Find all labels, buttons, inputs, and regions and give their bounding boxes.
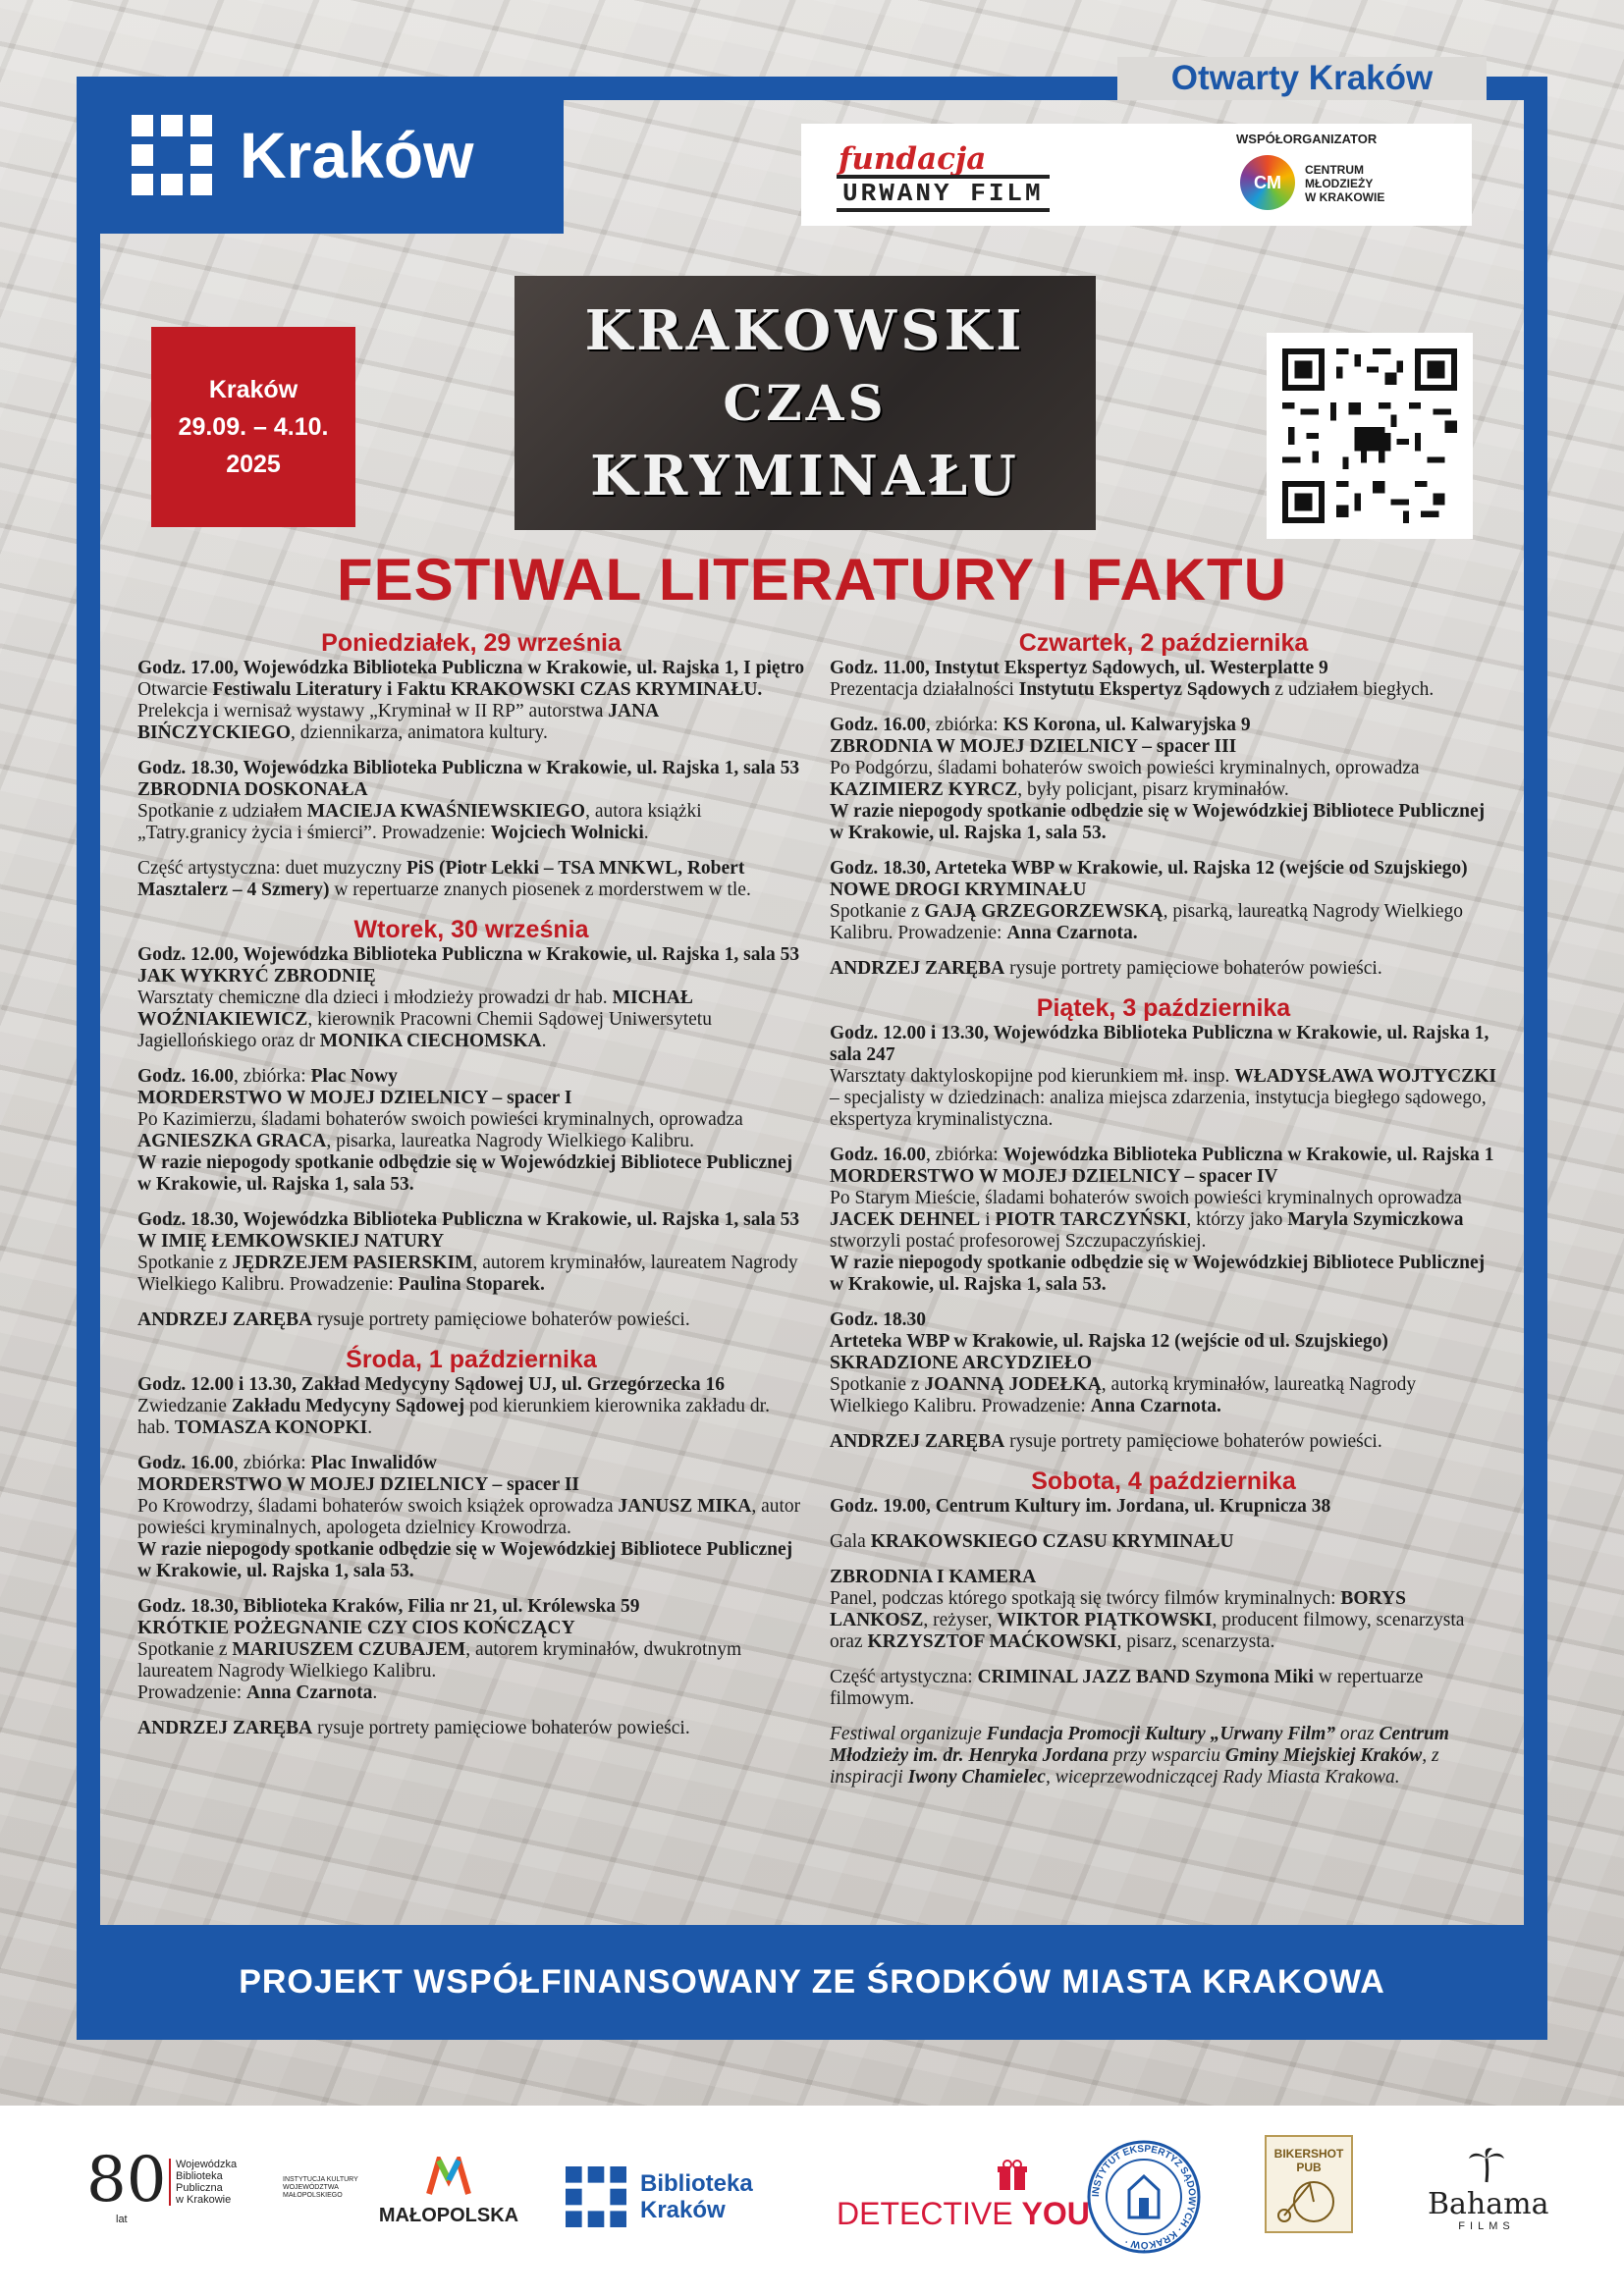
event-line bbox=[137, 1253, 805, 1296]
program-event bbox=[830, 958, 1497, 980]
coorganizer-label: WSPÓŁORGANIZATOR bbox=[1236, 132, 1378, 146]
penny-farthing-icon bbox=[1274, 2174, 1343, 2223]
event-text: . bbox=[643, 823, 649, 843]
event-text: W IMIĘ ŁEMKOWSKIEJ NATURY bbox=[137, 1231, 445, 1252]
title-line-2: CZAS bbox=[723, 373, 888, 432]
wbp-80-lat-logo: 80 lat Wojewódzka Biblioteka Publiczna w Krakowie INSTYTUCJA KULTURY WOJEWÓDZTWA MAŁOPOLSKIEGO bbox=[86, 2144, 358, 2225]
sponsor-logos-strip bbox=[0, 2106, 1624, 2296]
event-text: , którzy jako bbox=[1186, 1209, 1288, 1230]
event-text: , pisarz, scenarzysta. bbox=[1116, 1631, 1275, 1652]
event-text: z udziałem biegłych. bbox=[1270, 679, 1435, 700]
krakow-brand-box bbox=[77, 77, 564, 234]
event-text: W razie niepogody spotkanie odbędzie się w Wojewódzkiej Bibliotece Publicznej w Krakowie, ul. Rajska 1, sala 53. bbox=[137, 1539, 793, 1581]
event-text: ZBRODNIA I KAMERA bbox=[830, 1567, 1037, 1587]
program-event bbox=[137, 1374, 805, 1439]
event-text: JANUSZ MIKA bbox=[618, 1496, 752, 1517]
ies-seal-icon bbox=[1086, 2139, 1202, 2255]
day-heading: Środa, 1 października bbox=[346, 1346, 597, 1373]
event-text: Spotkanie z bbox=[137, 1639, 233, 1660]
event-line bbox=[137, 779, 805, 801]
event-text: ANDRZEJ ZARĘBA bbox=[137, 1309, 313, 1330]
event-text: stworzyli postać profesorowej Szczupaczyńskiej. bbox=[830, 1231, 1207, 1252]
event-text: JANA BIŃCZYCKIEGO bbox=[137, 701, 659, 743]
event-text: , zbiórka: bbox=[926, 1145, 1003, 1165]
event-text: Godz. 18.30, Arteteka WBP w Krakowie, ul. Rajska 12 (wejście od Szujskiego) bbox=[830, 858, 1468, 879]
event-line bbox=[137, 1618, 805, 1639]
event-text: Godz. 12.00, Wojewódzka Biblioteka Publiczna w Krakowie, ul. Rajska 1, sala 53 bbox=[137, 944, 800, 965]
event-text: Gminy Miejskiej Kraków bbox=[1224, 1745, 1423, 1766]
event-text: Warsztaty daktyloskopijne pod kierunkiem mł. insp. bbox=[830, 1066, 1235, 1087]
event-text: W razie niepogody spotkanie odbędzie się w Wojewódzkiej Bibliotece Publicznej w Krakowie, ul. Rajska 1, sala 53. bbox=[830, 1253, 1486, 1295]
event-text: W razie niepogody spotkanie odbędzie się w Wojewódzkiej Bibliotece Publicznej w Krakowie, ul. Rajska 1, sala 53. bbox=[137, 1152, 793, 1195]
title-line-3: KRYMINAŁU bbox=[590, 443, 1020, 508]
event-text: , autor powieści kryminalnych, apologeta dzielnicy Krowodrza. bbox=[137, 1496, 801, 1538]
event-line bbox=[830, 715, 1497, 736]
event-text: Anna Czarnota. bbox=[1090, 1396, 1221, 1416]
event-line bbox=[830, 1531, 1497, 1553]
event-line bbox=[830, 1374, 1497, 1417]
event-line bbox=[137, 1066, 805, 1088]
detective-you-logo: DETECTIVE YOU bbox=[837, 2196, 1090, 2232]
event-line bbox=[830, 801, 1497, 844]
event-text: , zbiórka: bbox=[926, 715, 1003, 735]
event-line bbox=[137, 858, 805, 901]
event-line bbox=[137, 966, 805, 988]
event-text: KS Korona, ul. Kalwaryjska 9 bbox=[1002, 715, 1251, 735]
event-text: JACEK DEHNEL bbox=[830, 1209, 981, 1230]
event-text: , producent filmowy, scenarzysta oraz bbox=[830, 1610, 1465, 1652]
partners-box bbox=[801, 124, 1472, 226]
event-text: BORYS LANKOSZ bbox=[830, 1588, 1406, 1630]
event-text: Godz. 12.00 i 13.30, Wojewódzka Biblioteka Publiczna w Krakowie, ul. Rajska 1, sala 247 bbox=[830, 1023, 1489, 1065]
instytut-ekspertyz-sadowych-logo bbox=[1086, 2139, 1202, 2260]
centrum-mlodziezy-name: CENTRUM MŁODZIEŻY W KRAKOWIE bbox=[1305, 163, 1385, 204]
event-text: , autorką kryminałów, laureatką Nagrody Wielkiego Kalibru. Prowadzenie: bbox=[830, 1374, 1417, 1416]
event-text: KAZIMIERZ KYRCZ bbox=[830, 779, 1018, 800]
event-text: , były policjant, pisarz kryminałów. bbox=[1017, 779, 1289, 800]
event-text: Godz. 11.00, Instytut Ekspertyz Sądowych, ul. Westerplatte 9 bbox=[830, 658, 1328, 678]
event-line bbox=[137, 1596, 805, 1618]
program-event bbox=[137, 1718, 805, 1739]
event-text: Otwarcie bbox=[137, 679, 213, 700]
event-line bbox=[830, 1145, 1497, 1166]
event-line bbox=[830, 901, 1497, 944]
program-event bbox=[137, 758, 805, 844]
event-text: AGNIESZKA GRACA bbox=[137, 1131, 327, 1151]
event-text: . bbox=[367, 1417, 373, 1438]
event-line bbox=[137, 801, 805, 844]
event-text: Godz. 18.30, Wojewódzka Biblioteka Publiczna w Krakowie, ul. Rajska 1, sala 53 bbox=[137, 1209, 800, 1230]
event-line bbox=[137, 1109, 805, 1152]
centrum-mlodziezy-logo-icon: CM bbox=[1240, 155, 1295, 210]
event-line bbox=[137, 1209, 805, 1231]
event-text: Festiwalu Literatury i Faktu KRAKOWSKI CZAS KRYMINAŁU. bbox=[212, 679, 763, 700]
svg-text:INSTYTUT EKSPERTYZ SĄDOWYCH ·: INSTYTUT EKSPERTYZ SĄDOWYCH · KRAKÓW · bbox=[1090, 2143, 1198, 2251]
event-line bbox=[830, 1496, 1497, 1518]
day-heading: Wtorek, 30 września bbox=[353, 916, 589, 943]
date-city: Kraków bbox=[208, 376, 298, 403]
event-text: ZBRODNIA DOSKONAŁA bbox=[137, 779, 368, 800]
event-line bbox=[830, 758, 1497, 801]
event-line bbox=[830, 1066, 1497, 1131]
event-line bbox=[137, 679, 805, 701]
event-text: , reżyser, bbox=[923, 1610, 998, 1630]
event-line bbox=[137, 1453, 805, 1474]
program-event bbox=[830, 1431, 1497, 1453]
event-text: Część artystyczna: bbox=[830, 1667, 978, 1687]
day-heading: Piątek, 3 października bbox=[1036, 994, 1291, 1022]
event-line bbox=[137, 1474, 805, 1496]
event-line bbox=[137, 658, 805, 679]
event-text: , autorem kryminałów, dwukrotnym laureatem Nagrody Wielkiego Kalibru. bbox=[137, 1639, 742, 1682]
event-text: KRZYSZTOF MAĆKOWSKI bbox=[867, 1631, 1117, 1652]
event-text: w repertuarze filmowym. bbox=[830, 1667, 1424, 1709]
qr-code-icon bbox=[1282, 348, 1457, 523]
program-event bbox=[137, 858, 805, 901]
event-text: Godz. 16.00 bbox=[137, 1453, 235, 1473]
event-text: WIKTOR PIĄTKOWSKI bbox=[997, 1610, 1213, 1630]
bikershot-pub-logo: BIKERSHOT PUB bbox=[1265, 2135, 1353, 2233]
biblioteka-krakow-icon bbox=[566, 2166, 626, 2227]
event-text: Arteteka WBP w Krakowie, ul. Rajska 12 (wejście od ul. Szujskiego) bbox=[830, 1331, 1388, 1352]
festival-headline: FESTIWAL LITERATURY I FAKTU bbox=[336, 547, 1288, 613]
event-text: przy wsparciu bbox=[1108, 1745, 1225, 1766]
event-line bbox=[137, 701, 805, 744]
event-text: Prelekcja i wernisaż wystawy „Kryminał w II RP” autorstwa bbox=[137, 701, 609, 721]
event-text: . bbox=[372, 1682, 378, 1703]
program-left-column bbox=[137, 624, 805, 1753]
event-text: Plac Nowy bbox=[310, 1066, 398, 1087]
event-text: CRIMINAL JAZZ BAND Szymona Miki bbox=[977, 1667, 1314, 1687]
fundacja-script: fundacja bbox=[839, 141, 987, 177]
biblioteka-krakow-logo: Biblioteka Kraków bbox=[566, 2166, 753, 2227]
program-event bbox=[137, 1596, 805, 1704]
event-line bbox=[830, 858, 1497, 880]
event-text: SKRADZIONE ARCYDZIEŁO bbox=[830, 1353, 1093, 1373]
event-text: Część artystyczna: duet muzyczny bbox=[137, 858, 406, 879]
event-text: Godz. 16.00 bbox=[830, 1145, 927, 1165]
event-text: . bbox=[541, 1031, 547, 1051]
event-text: Godz. 18.30, Wojewódzka Biblioteka Publiczna w Krakowie, ul. Rajska 1, sala 53 bbox=[137, 758, 800, 778]
event-text: Godz. 12.00 i 13.30, Zakład Medycyny Sądowej UJ, ul. Grzegórzecka 16 bbox=[137, 1374, 725, 1395]
event-text: , autorem kryminałów, laureatem Nagrody Wielkiego Kalibru. Prowadzenie: bbox=[137, 1253, 798, 1295]
event-text: Anna Czarnota. bbox=[1006, 923, 1138, 943]
event-line bbox=[137, 1088, 805, 1109]
event-line bbox=[830, 880, 1497, 901]
event-text: PIOTR TARCZYŃSKI bbox=[995, 1209, 1187, 1230]
program-event bbox=[137, 944, 805, 1052]
program-event bbox=[137, 1066, 805, 1196]
otwarty-krakow-label: Otwarty Kraków bbox=[1117, 57, 1487, 100]
event-text: Centrum Młodzieży im. dr. Henryka Jordana bbox=[830, 1724, 1449, 1766]
event-line bbox=[137, 1396, 805, 1439]
program-event bbox=[830, 715, 1497, 844]
program-event bbox=[830, 1724, 1497, 1789]
event-line bbox=[137, 1718, 805, 1739]
event-line bbox=[830, 1353, 1497, 1374]
event-text: i bbox=[980, 1209, 996, 1230]
event-text: Po Kazimierzu, śladami bohaterów swoich powieści kryminalnych, oprowadza bbox=[137, 1109, 743, 1130]
event-line bbox=[830, 658, 1497, 679]
program-event bbox=[830, 658, 1497, 701]
event-text: TOMASZA KONOPKI bbox=[174, 1417, 368, 1438]
event-text: ANDRZEJ ZARĘBA bbox=[830, 1431, 1005, 1452]
event-text: ZBRODNIA W MOJEJ DZIELNICY – spacer III bbox=[830, 736, 1237, 757]
festival-date-box bbox=[151, 327, 355, 527]
event-text: JOANNĄ JODEŁKĄ bbox=[924, 1374, 1102, 1395]
event-text: Spotkanie z bbox=[830, 1374, 925, 1395]
program-event bbox=[830, 1309, 1497, 1417]
event-text: , z inspiracji bbox=[830, 1745, 1439, 1788]
event-text: , zbiórka: bbox=[234, 1066, 311, 1087]
event-text: Godz. 19.00, Centrum Kultury im. Jordana, ul. Krupnicza 38 bbox=[830, 1496, 1331, 1517]
program-event bbox=[137, 1209, 805, 1296]
event-text: Godz. 18.30 bbox=[830, 1309, 927, 1330]
event-line bbox=[830, 958, 1497, 980]
event-text: KRAKOWSKIEGO CZASU KRYMINAŁU bbox=[870, 1531, 1234, 1552]
day-heading: Poniedziałek, 29 września bbox=[321, 629, 622, 657]
event-line bbox=[137, 758, 805, 779]
event-line bbox=[137, 944, 805, 966]
krakow-city-logo-icon bbox=[132, 115, 212, 195]
event-text: Godz. 18.30, Biblioteka Kraków, Filia nr 21, ul. Królewska 59 bbox=[137, 1596, 640, 1617]
event-text: PiS (Piotr Lekki – TSA MNKWL, Robert Masztalerz – 4 Szmery) bbox=[137, 858, 745, 900]
cofinancing-bar: PROJEKT WSPÓŁFINANSOWANY ZE ŚRODKÓW MIASTA KRAKOWA bbox=[77, 1925, 1547, 2040]
program-event bbox=[830, 1145, 1497, 1296]
event-text: rysuje portrety pamięciowe bohaterów powieści. bbox=[1004, 1431, 1382, 1452]
program-event bbox=[830, 858, 1497, 944]
event-line bbox=[830, 1331, 1497, 1353]
event-text: Instytutu Ekspertyz Sądowych bbox=[1018, 679, 1271, 700]
palm-tree-icon bbox=[1467, 2145, 1506, 2184]
event-text: WŁADYSŁAWA WOJTYCZKI bbox=[1234, 1066, 1496, 1087]
event-text: Spotkanie z bbox=[137, 1253, 233, 1273]
event-text: Wojciech Wolnicki bbox=[490, 823, 644, 843]
event-text: rysuje portrety pamięciowe bohaterów powieści. bbox=[312, 1718, 690, 1738]
event-text: – specjalisty w dziedzinach: analiza miejsca zdarzenia, instytucja biegłego sądowego, ekspertyza kryminalistyczna. bbox=[830, 1088, 1487, 1130]
event-text: MONIKA CIECHOMSKA bbox=[319, 1031, 542, 1051]
program-event bbox=[830, 1667, 1497, 1710]
event-text: Paulina Stoparek. bbox=[398, 1274, 545, 1295]
event-text: Warsztaty chemiczne dla dzieci i młodzieży prowadzi dr hab. bbox=[137, 988, 613, 1008]
program-event bbox=[830, 1531, 1497, 1553]
event-line bbox=[830, 1667, 1497, 1710]
event-text: , wiceprzewodniczącej Rady Miasta Krakowa. bbox=[1045, 1767, 1400, 1788]
event-line bbox=[830, 1023, 1497, 1066]
event-text: NOWE DROGI KRYMINAŁU bbox=[830, 880, 1087, 900]
event-text: Maryla Szymiczkowa bbox=[1287, 1209, 1464, 1230]
event-text: Zwiedzanie bbox=[137, 1396, 232, 1416]
krakow-brand-name: Kraków bbox=[240, 119, 474, 191]
event-text: Zakładu Medycyny Sądowej bbox=[231, 1396, 465, 1416]
event-text: , pisarką, laureatką Nagrody Wielkiego Kalibru. Prowadzenie: bbox=[830, 901, 1463, 943]
event-line bbox=[137, 1682, 805, 1704]
event-text: JAK WYKRYĆ ZBRODNIĘ bbox=[137, 966, 376, 987]
program-event bbox=[137, 1453, 805, 1582]
event-line bbox=[830, 1188, 1497, 1253]
event-text: pod kierunkiem kierownika zakładu dr. hab. bbox=[137, 1396, 770, 1438]
event-text: Wojewódzka Biblioteka Publiczna w Krakowie, ul. Rajska 1 bbox=[1002, 1145, 1494, 1165]
event-text: w repertuarze znanych piosenek z morderstwem w tle. bbox=[329, 880, 751, 900]
event-line bbox=[830, 679, 1497, 701]
event-text: Po Podgórzu, śladami bohaterów swoich powieści kryminalnych, oprowadza bbox=[830, 758, 1420, 778]
event-text: Plac Inwalidów bbox=[310, 1453, 437, 1473]
date-year: 2025 bbox=[226, 451, 281, 478]
event-text: , dziennikarza, animatora kultury. bbox=[291, 722, 548, 743]
event-text: ANDRZEJ ZARĘBA bbox=[137, 1718, 313, 1738]
event-line bbox=[830, 1253, 1497, 1296]
event-text: MORDERSTWO W MOJEJ DZIELNICY – spacer I bbox=[137, 1088, 572, 1108]
event-text: Po Krowodrzy, śladami bohaterów swoich książek oprowadza bbox=[137, 1496, 619, 1517]
event-line bbox=[830, 1588, 1497, 1653]
event-line bbox=[830, 736, 1497, 758]
event-text: Panel, podczas którego spotkają się twórcy filmów kryminalnych: bbox=[830, 1588, 1341, 1609]
event-text: Gala bbox=[830, 1531, 871, 1552]
event-text: Godz. 16.00 bbox=[137, 1066, 235, 1087]
event-text: , pisarka, laureatka Nagrody Wielkiego Kalibru. bbox=[326, 1131, 694, 1151]
malopolska-logo: MAŁOPOLSKA bbox=[377, 2157, 520, 2227]
malopolska-m-icon bbox=[425, 2157, 472, 2196]
program-event bbox=[137, 1309, 805, 1331]
event-text: Prezentacja działalności bbox=[830, 679, 1019, 700]
event-text: , zbiórka: bbox=[234, 1453, 311, 1473]
event-text: Anna Czarnota bbox=[246, 1682, 373, 1703]
event-line bbox=[137, 1231, 805, 1253]
title-line-1: KRAKOWSKI bbox=[584, 297, 1026, 363]
event-text: Fundacja Promocji Kultury „Urwany Film” bbox=[986, 1724, 1335, 1744]
event-text: MACIEJA KWAŚNIEWSKIEGO bbox=[306, 801, 586, 822]
date-range: 29.09. – 4.10. bbox=[178, 413, 329, 441]
event-text: Festiwal organizuje bbox=[830, 1724, 987, 1744]
event-line bbox=[137, 1374, 805, 1396]
event-line bbox=[830, 1166, 1497, 1188]
program-event bbox=[137, 658, 805, 744]
event-text: MARIUSZEM CZUBAJEM bbox=[232, 1639, 466, 1660]
event-text: MORDERSTWO W MOJEJ DZIELNICY – spacer IV bbox=[830, 1166, 1278, 1187]
event-text: Prowadzenie: bbox=[137, 1682, 247, 1703]
event-text: , autora książki „Tatry.granicy życia i śmierci”. Prowadzenie: bbox=[137, 801, 702, 843]
event-text: Godz. 16.00 bbox=[830, 715, 927, 735]
event-text: MICHAŁ WOŹNIAKIEWICZ bbox=[137, 988, 693, 1030]
event-text: MORDERSTWO W MOJEJ DZIELNICY – spacer II bbox=[137, 1474, 579, 1495]
event-text: Spotkanie z udziałem bbox=[137, 801, 307, 822]
event-text: , kierownik Pracowni Chemii Sądowej Uniwersytetu Jagiellońskiego oraz dr bbox=[137, 1009, 712, 1051]
event-text: ANDRZEJ ZARĘBA bbox=[830, 958, 1005, 979]
event-text: rysuje portrety pamięciowe bohaterów powieści. bbox=[1004, 958, 1382, 979]
event-text: Godz. 17.00, Wojewódzka Biblioteka Publiczna w Krakowie, ul. Rajska 1, I piętro bbox=[137, 658, 805, 678]
event-line bbox=[137, 1539, 805, 1582]
gift-icon bbox=[996, 2159, 1029, 2192]
program-event bbox=[830, 1023, 1497, 1131]
event-line bbox=[137, 1152, 805, 1196]
program-event bbox=[830, 1567, 1497, 1653]
event-text: Iwony Chamielec bbox=[907, 1767, 1046, 1788]
event-line bbox=[137, 988, 805, 1052]
event-line bbox=[830, 1309, 1497, 1331]
urwany-film-logo: URWANY FILM bbox=[837, 175, 1050, 212]
event-text: KRÓTKIE POŻEGNANIE CZY CIOS KOŃCZĄCY bbox=[137, 1618, 575, 1638]
bahama-films-logo: Bahama FILMS bbox=[1428, 2145, 1545, 2232]
day-heading: Czwartek, 2 października bbox=[1018, 629, 1309, 657]
event-line bbox=[830, 1567, 1497, 1588]
event-text: GAJĄ GRZEGORZEWSKĄ bbox=[924, 901, 1164, 922]
qr-code[interactable] bbox=[1267, 333, 1473, 539]
event-text: Po Starym Mieście, śladami bohaterów swoich powieści kryminalnych oprowadza bbox=[830, 1188, 1462, 1208]
program-right-column bbox=[830, 624, 1497, 1802]
event-text: W razie niepogody spotkanie odbędzie się w Wojewódzkiej Bibliotece Publicznej w Krakowie, ul. Rajska 1, sala 53. bbox=[830, 801, 1486, 843]
event-line bbox=[137, 1639, 805, 1682]
program-event bbox=[830, 1496, 1497, 1518]
event-line bbox=[830, 1431, 1497, 1453]
event-text: oraz bbox=[1335, 1724, 1380, 1744]
event-text: Spotkanie z bbox=[830, 901, 925, 922]
event-text: rysuje portrety pamięciowe bohaterów powieści. bbox=[312, 1309, 690, 1330]
event-text: JĘDRZEJEM PASIERSKIM bbox=[232, 1253, 473, 1273]
day-heading: Sobota, 4 października bbox=[1031, 1468, 1296, 1495]
festival-title-logo bbox=[514, 276, 1096, 530]
event-line bbox=[137, 1309, 805, 1331]
event-line bbox=[137, 1496, 805, 1539]
event-line bbox=[830, 1724, 1497, 1789]
